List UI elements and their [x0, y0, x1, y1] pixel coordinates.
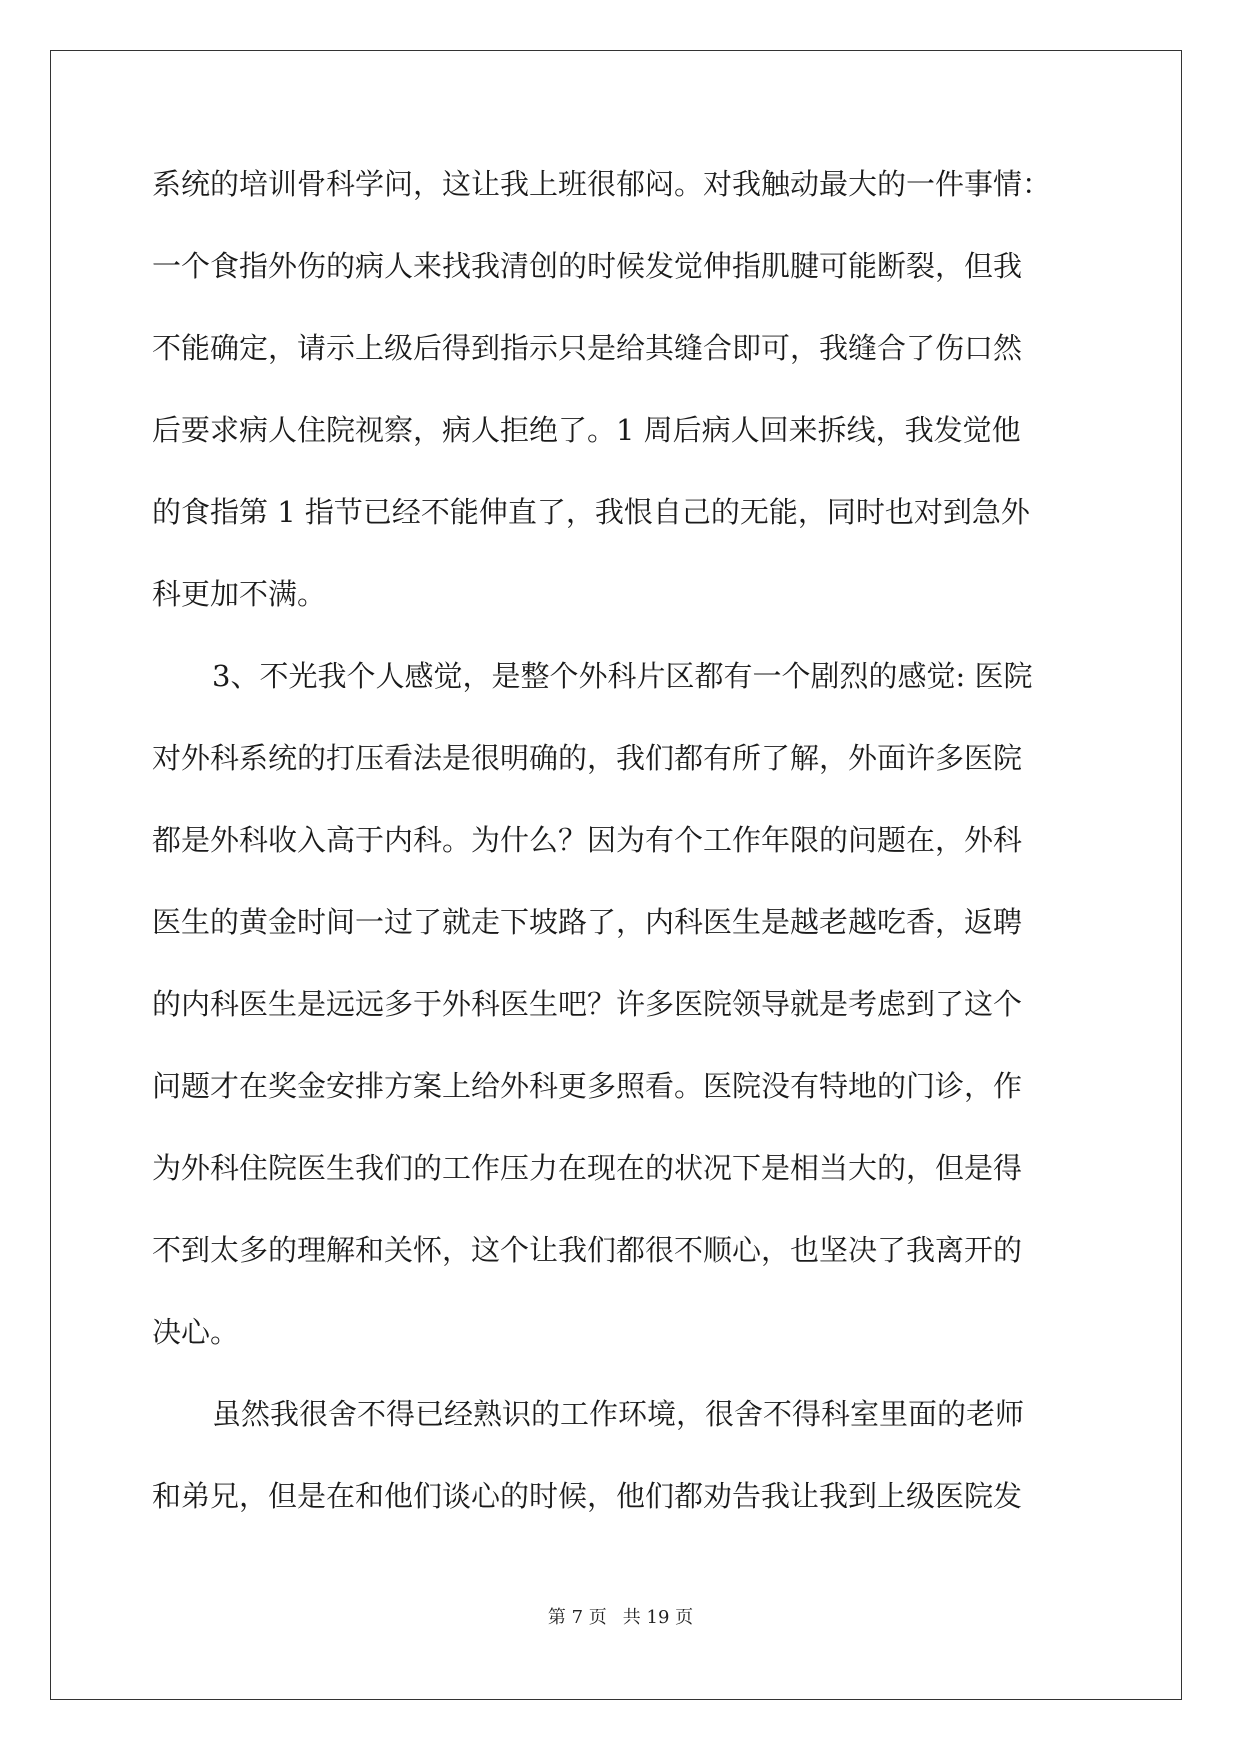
- document-body: [152, 160, 1087, 1554]
- text-line: 后要求病人住院视察，病人拒绝了。1 周后病人回来拆线，我发觉他: [152, 413, 1021, 447]
- text-line: 的内科医生是远远多于外科医生吧？许多医院领导就是考虑到了这个: [152, 987, 1023, 1021]
- text-line: 问题才在奖金安排方案上给外科更多照看。医院没有特地的门诊，作: [152, 1069, 1023, 1103]
- text-line: 对外科系统的打压看法是很明确的，我们都有所了解，外面许多医院: [152, 741, 1023, 775]
- paragraph-start-line: 虽然我很舍不得已经熟识的工作环境，很舍不得科室里面的老师: [212, 1397, 1025, 1431]
- text-line: 医生的黄金时间一过了就走下坡路了，内科医生是越老越吃香，返聘: [152, 905, 1023, 939]
- page-number: 第 7 页: [547, 1607, 607, 1628]
- text-line: 都是外科收入高于内科。为什么？因为有个工作年限的问题在，外科: [152, 823, 1023, 857]
- text-line: 一个食指外伤的病人来找我清创的时候发觉伸指肌腱可能断裂，但我: [152, 249, 1023, 283]
- text-line: 和弟兄，但是在和他们谈心的时候，他们都劝告我让我到上级医院发: [152, 1479, 1023, 1513]
- text-line: 的食指第 1 指节已经不能伸直了，我恨自己的无能，同时也对到急外: [152, 495, 1030, 529]
- paragraph-start-line: 3、不光我个人感觉，是整个外科片区都有一个剧烈的感觉: 医院: [212, 659, 1033, 693]
- text-line: 不到太多的理解和关怀，这个让我们都很不顺心，也坚决了我离开的: [152, 1233, 1023, 1267]
- page-total: 共 19 页: [622, 1607, 694, 1628]
- text-line: 不能确定，请示上级后得到指示只是给其缝合即可，我缝合了伤口然: [152, 331, 1023, 365]
- page-footer: [0, 1606, 1241, 1630]
- text-line: 系统的培训骨科学问，这让我上班很郁闷。对我触动最大的一件事情：: [152, 167, 1052, 201]
- text-line: 决心。: [152, 1315, 240, 1349]
- text-line: 为外科住院医生我们的工作压力在现在的状况下是相当大的，但是得: [152, 1151, 1023, 1185]
- text-line: 科更加不满。: [152, 577, 327, 611]
